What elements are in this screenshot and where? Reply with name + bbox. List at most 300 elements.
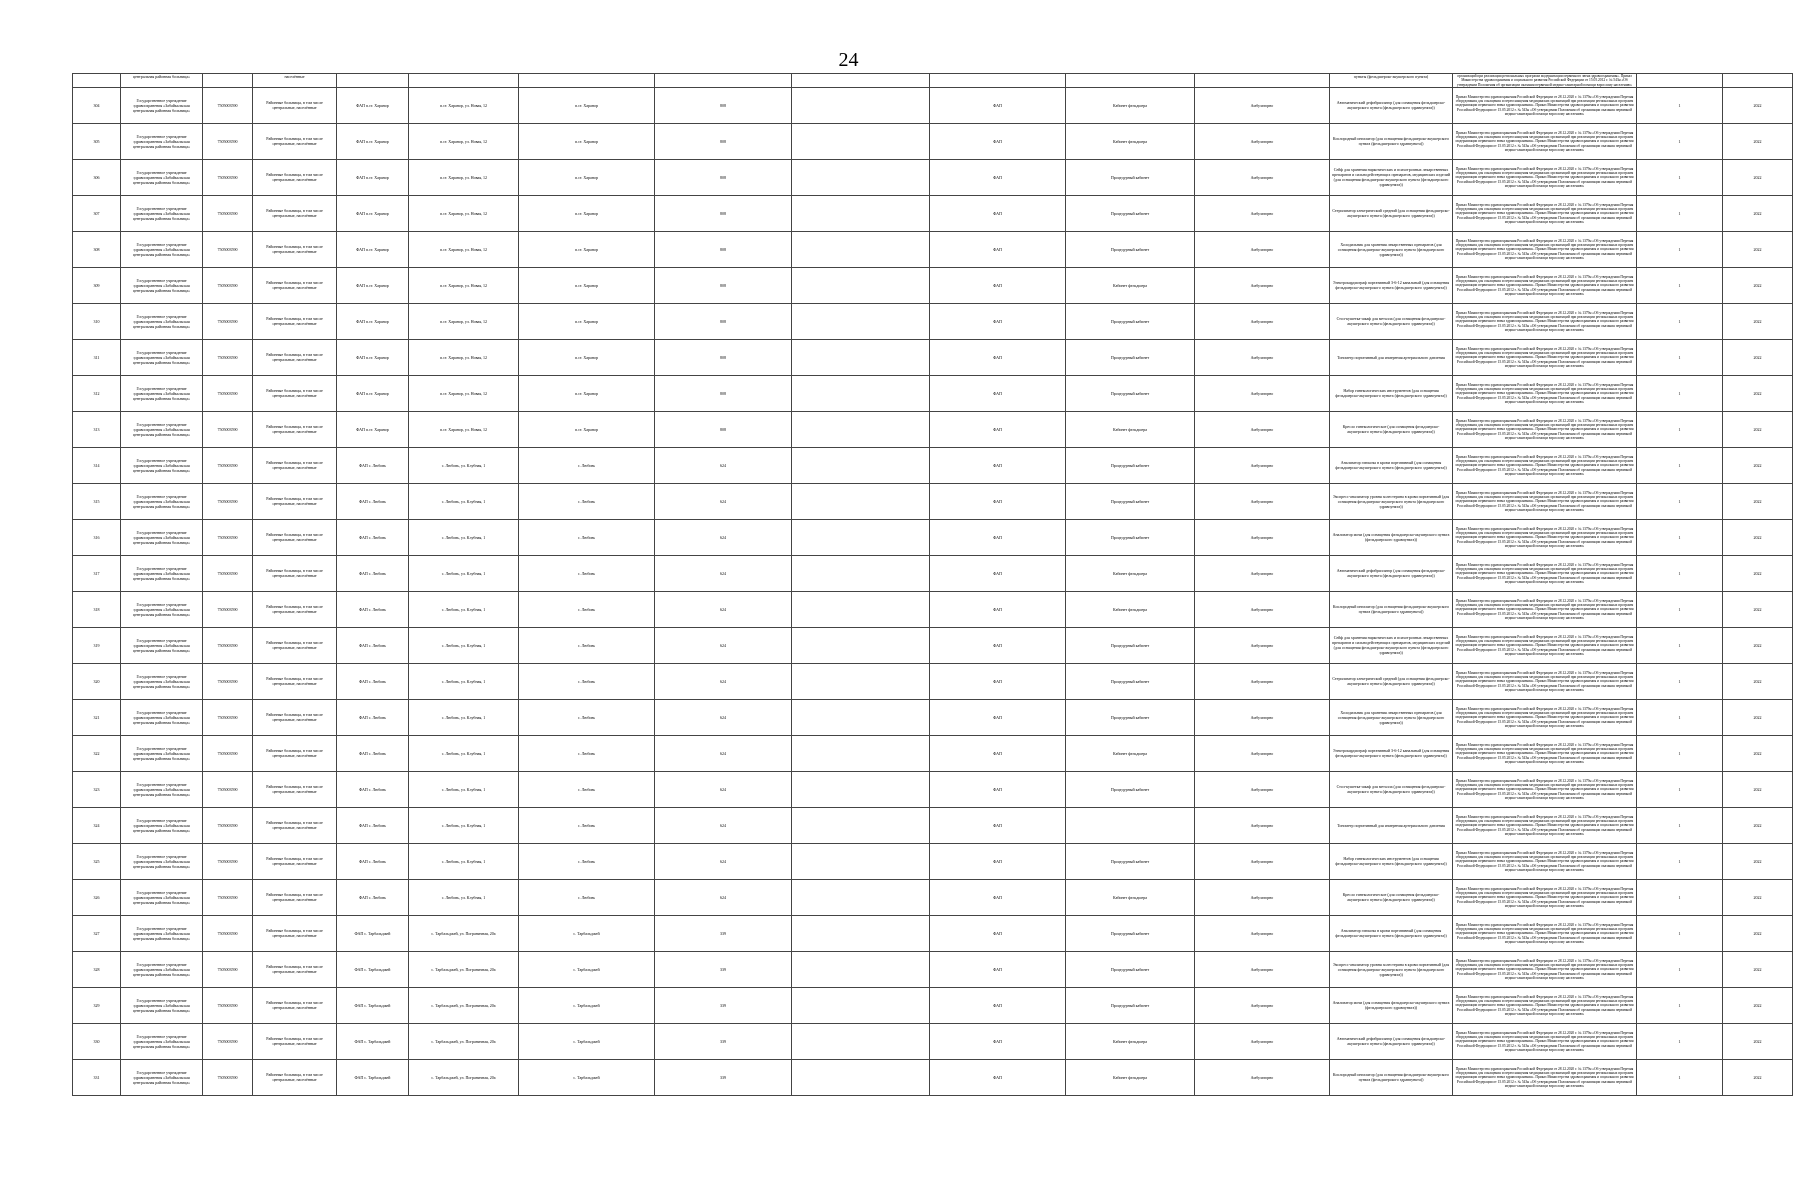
cell-facility-name: ФАП п.ст. Харанор: [337, 375, 409, 411]
cell-type: Районные больницы, в том числе центральные, населённые: [253, 915, 337, 951]
cell-year: 2022: [1723, 591, 1793, 627]
cell-address: с. Любовь, ул. Клубная, 1: [409, 627, 519, 663]
cell-address: с. Тарбальджей, ул. Пограничная, 20а: [409, 951, 519, 987]
cell-room: Процедурный кабинет: [1066, 231, 1195, 267]
cell-type: Районные больницы, в том числе центральные, населённые: [253, 231, 337, 267]
cell-quantity: 1: [1637, 951, 1723, 987]
cell-number: 321: [73, 699, 121, 735]
cell-care: Амбулаторно: [1195, 339, 1330, 375]
cell-room: Процедурный кабинет: [1066, 339, 1195, 375]
cell-blank: [792, 267, 930, 303]
table-row: [73, 771, 1793, 807]
cell-care: Амбулаторно: [1195, 447, 1330, 483]
cell-organization: Государственное учреждение здравоохранения «Забайкальская центральная районная больница»: [121, 735, 203, 771]
cell-settlement: с. Любовь: [519, 843, 655, 879]
cell-care: Амбулаторно: [1195, 771, 1330, 807]
cell-settlement: п.ст. Харанор: [519, 123, 655, 159]
cell-quantity: 1: [1637, 483, 1723, 519]
cell-year: [1723, 74, 1793, 88]
cell-blank: [792, 303, 930, 339]
cell-legal-basis: Приказ Министерства здравоохранения Российской Федерации от 28.12.2020 г. № 1379н «Об утверждении Перечня оборудования для оснащения и переоснащения медицинских организаций при реализации региональных программ модернизации первичного звена здравоохранения». Приказ Министерства здравоохранения и социального развития Российской Федерации от 15.05.2012 г. № 543н «Об утверждении Положения об организации оказания первичной медико-санитарной помощи взрослому населению»: [1453, 627, 1637, 663]
cell-kind: ФАП: [930, 267, 1066, 303]
cell-organization: Государственное учреждение здравоохранения «Забайкальская центральная районная больница»: [121, 951, 203, 987]
cell-year: 2022: [1723, 735, 1793, 771]
cell-quantity: 1: [1637, 591, 1723, 627]
cell-room: Процедурный кабинет: [1066, 663, 1195, 699]
cell-kind: ФАП: [930, 519, 1066, 555]
cell-inn: 7505003590: [203, 987, 253, 1023]
cell-inn: 7505003590: [203, 915, 253, 951]
cell-kind: ФАП: [930, 663, 1066, 699]
cell-quantity: 1: [1637, 159, 1723, 195]
cell-number: 309: [73, 267, 121, 303]
cell-settlement: п.ст. Харанор: [519, 231, 655, 267]
cell-blank: [792, 231, 930, 267]
cell-kind: ФАП: [930, 123, 1066, 159]
cell-year: 2022: [1723, 663, 1793, 699]
cell-address: с. Тарбальджей, ул. Пограничная, 20а: [409, 987, 519, 1023]
cell-inn: 7505003590: [203, 339, 253, 375]
cell-inn: 7505003590: [203, 663, 253, 699]
cell-number: 310: [73, 303, 121, 339]
cell-quantity: 1: [1637, 699, 1723, 735]
cell-population: 339: [655, 987, 792, 1023]
cell-legal-basis: Приказ Министерства здравоохранения Российской Федерации от 28.12.2020 г. № 1379н «Об утверждении Перечня оборудования для оснащения и переоснащения медицинских организаций при реализации региональных программ модернизации первичного звена здравоохранения». Приказ Министерства здравоохранения и социального развития Российской Федерации от 15.05.2012 г. № 543н «Об утверждении Положения об организации оказания первичной медико-санитарной помощи взрослому населению»: [1453, 1059, 1637, 1095]
cell-care: Амбулаторно: [1195, 195, 1330, 231]
cell-room: [1066, 807, 1195, 843]
cell-address: п.ст. Харанор, ул. Новая, 12: [409, 303, 519, 339]
cell-number: 307: [73, 195, 121, 231]
cell-address: п.ст. Харанор, ул. Новая, 12: [409, 267, 519, 303]
cell-kind: ФАП: [930, 411, 1066, 447]
cell-inn: 7505003590: [203, 1023, 253, 1059]
cell-blank: [792, 483, 930, 519]
cell-settlement: п.ст. Харанор: [519, 303, 655, 339]
cell-kind: ФАП: [930, 735, 1066, 771]
cell-year: 2022: [1723, 627, 1793, 663]
cell-care: Амбулаторно: [1195, 1023, 1330, 1059]
cell-equipment: Набор гинекологических инструментов (для оснащения фельдшерско-акушерского пункта (фельдшерского здравпункта)): [1330, 843, 1453, 879]
cell-year: 2022: [1723, 879, 1793, 915]
cell-settlement: с. Любовь: [519, 519, 655, 555]
cell-population: [655, 74, 792, 88]
cell-address: п.ст. Харанор, ул. Новая, 12: [409, 159, 519, 195]
cell-settlement: с. Любовь: [519, 447, 655, 483]
cell-kind: ФАП: [930, 879, 1066, 915]
cell-type: Районные больницы, в том числе центральные, населённые: [253, 591, 337, 627]
cell-quantity: 1: [1637, 447, 1723, 483]
cell-address: с. Любовь, ул. Клубная, 1: [409, 447, 519, 483]
cell-care: [1195, 74, 1330, 88]
cell-legal-basis: Приказ Министерства здравоохранения Российской Федерации от 28.12.2020 г. № 1379н «Об утверждении Перечня оборудования для оснащения и переоснащения медицинских организаций при реализации региональных программ модернизации первичного звена здравоохранения». Приказ Министерства здравоохранения и социального развития Российской Федерации от 15.05.2012 г. № 543н «Об утверждении Положения об организации оказания первичной медико-санитарной помощи взрослому населению»: [1453, 483, 1637, 519]
cell-care: Амбулаторно: [1195, 267, 1330, 303]
cell-year: 2022: [1723, 87, 1793, 123]
cell-number: 305: [73, 123, 121, 159]
cell-equipment: Сейф для хранения наркотических и психотропных лекарственных препаратов и сильнодействующих препаратов, медицинских изделий (для оснащения фельдшерско-акушерского пункта (фельдшерского здравпункта)): [1330, 159, 1453, 195]
cell-organization: Государственное учреждение здравоохранения «Забайкальская центральная районная больница»: [121, 987, 203, 1023]
cell-room: Процедурный кабинет: [1066, 915, 1195, 951]
cell-address: с. Любовь, ул. Клубная, 1: [409, 663, 519, 699]
cell-care: Амбулаторно: [1195, 411, 1330, 447]
table-row: [73, 447, 1793, 483]
cell-care: Амбулаторно: [1195, 519, 1330, 555]
cell-blank: [792, 411, 930, 447]
cell-address: с. Любовь, ул. Клубная, 1: [409, 771, 519, 807]
cell-legal-basis: Приказ Министерства здравоохранения Российской Федерации от 28.12.2020 г. № 1379н «Об утверждении Перечня оборудования для оснащения и переоснащения медицинских организаций при реализации региональных программ модернизации первичного звена здравоохранения». Приказ Министерства здравоохранения и социального развития Российской Федерации от 15.05.2012 г. № 543н «Об утверждении Положения об организации оказания первичной медико-санитарной помощи взрослому населению»: [1453, 339, 1637, 375]
cell-settlement: с. Любовь: [519, 627, 655, 663]
cell-year: 2022: [1723, 915, 1793, 951]
cell-type: Районные больницы, в том числе центральные, населённые: [253, 807, 337, 843]
cell-equipment: Холодильник для хранения лекарственных препаратов (для оснащения фельдшерско-акушерского пункта (фельдшерского здравпункта)): [1330, 699, 1453, 735]
cell-quantity: 1: [1637, 735, 1723, 771]
table-row: [73, 483, 1793, 519]
cell-organization: Государственное учреждение здравоохранения «Забайкальская центральная районная больница»: [121, 519, 203, 555]
cell-type: Районные больницы, в том числе центральные, населённые: [253, 195, 337, 231]
cell-population: 339: [655, 1059, 792, 1095]
table-row: [73, 267, 1793, 303]
cell-legal-basis: Приказ Министерства здравоохранения Российской Федерации от 28.12.2020 г. № 1379н «Об утверждении Перечня оборудования для оснащения и переоснащения медицинских организаций при реализации региональных программ модернизации первичного звена здравоохранения». Приказ Министерства здравоохранения и социального развития Российской Федерации от 15.05.2012 г. № 543н «Об утверждении Положения об организации оказания первичной медико-санитарной помощи взрослому населению»: [1453, 555, 1637, 591]
cell-care: Амбулаторно: [1195, 915, 1330, 951]
cell-legal-basis: Приказ Министерства здравоохранения Российской Федерации от 28.12.2020 г. № 1379н «Об утверждении Перечня оборудования для оснащения и переоснащения медицинских организаций при реализации региональных программ модернизации первичного звена здравоохранения». Приказ Министерства здравоохранения и социального развития Российской Федерации от 15.05.2012 г. № 543н «Об утверждении Положения об организации оказания первичной медико-санитарной помощи взрослому населению»: [1453, 663, 1637, 699]
cell-population: 624: [655, 591, 792, 627]
cell-quantity: 1: [1637, 771, 1723, 807]
cell-facility-name: ФАП с. Любовь: [337, 663, 409, 699]
cell-equipment: Электрокардиограф портативный 3-6-12 канальный (для оснащения фельдшерско-акушерского пункта (фельдшерского здравпункта)): [1330, 735, 1453, 771]
cell-equipment: Экспресс-анализатор уровня холестерина в крови портативный (для оснащения фельдшерско-акушерского пункта (фельдшерского здравпункта)): [1330, 951, 1453, 987]
cell-blank: [792, 447, 930, 483]
cell-organization: Государственное учреждение здравоохранения «Забайкальская центральная районная больница»: [121, 915, 203, 951]
cell-facility-name: ФАП с. Любовь: [337, 591, 409, 627]
cell-settlement: п.ст. Харанор: [519, 159, 655, 195]
cell-inn: 7505003590: [203, 159, 253, 195]
cell-inn: 7505003590: [203, 843, 253, 879]
cell-year: 2022: [1723, 267, 1793, 303]
cell-care: Амбулаторно: [1195, 303, 1330, 339]
table-row: [73, 1059, 1793, 1095]
cell-type: Районные больницы, в том числе центральные, населённые: [253, 447, 337, 483]
cell-care: Амбулаторно: [1195, 1059, 1330, 1095]
cell-inn: 7505003590: [203, 483, 253, 519]
cell-blank: [792, 555, 930, 591]
cell-number: 323: [73, 771, 121, 807]
cell-type: Районные больницы, в том числе центральные, населённые: [253, 843, 337, 879]
cell-population: 624: [655, 555, 792, 591]
cell-equipment: пункты (фельдшерско-акушерского пункта): [1330, 74, 1453, 88]
cell-settlement: с. Любовь: [519, 483, 655, 519]
cell-room: Процедурный кабинет: [1066, 519, 1195, 555]
cell-facility-name: ФАП с. Любовь: [337, 843, 409, 879]
cell-legal-basis: Приказ Министерства здравоохранения Российской Федерации от 28.12.2020 г. № 1379н «Об утверждении Перечня оборудования для оснащения и переоснащения медицинских организаций при реализации региональных программ модернизации первичного звена здравоохранения». Приказ Министерства здравоохранения и социального развития Российской Федерации от 15.05.2012 г. № 543н «Об утверждении Положения об организации оказания первичной медико-санитарной помощи взрослому населению»: [1453, 771, 1637, 807]
cell-number: 331: [73, 1059, 121, 1095]
cell-blank: [792, 627, 930, 663]
cell-number: 314: [73, 447, 121, 483]
cell-kind: ФАП: [930, 159, 1066, 195]
cell-type: Районные больницы, в том числе центральные, населённые: [253, 339, 337, 375]
cell-care: Амбулаторно: [1195, 87, 1330, 123]
cell-inn: 7505003590: [203, 87, 253, 123]
cell-settlement: с. Любовь: [519, 735, 655, 771]
cell-population: 624: [655, 771, 792, 807]
cell-kind: ФАП: [930, 303, 1066, 339]
cell-room: Процедурный кабинет: [1066, 447, 1195, 483]
cell-inn: 7505003590: [203, 879, 253, 915]
cell-organization: Государственное учреждение здравоохранения «Забайкальская центральная районная больница»: [121, 879, 203, 915]
cell-kind: ФАП: [930, 915, 1066, 951]
cell-room: Кабинет фельдшера: [1066, 267, 1195, 303]
cell-legal-basis: Приказ Министерства здравоохранения Российской Федерации от 28.12.2020 г. № 1379н «Об утверждении Перечня оборудования для оснащения и переоснащения медицинских организаций при реализации региональных программ модернизации первичного звена здравоохранения». Приказ Министерства здравоохранения и социального развития Российской Федерации от 15.05.2012 г. № 543н «Об утверждении Положения об организации оказания первичной медико-санитарной помощи взрослому населению»: [1453, 879, 1637, 915]
cell-type: Районные больницы, в том числе центральные, населённые: [253, 771, 337, 807]
cell-organization: Государственное учреждение здравоохранения «Забайкальская центральная районная больница»: [121, 123, 203, 159]
cell-settlement: с. Любовь: [519, 663, 655, 699]
cell-organization: Государственное учреждение здравоохранения «Забайкальская центральная районная больница»: [121, 555, 203, 591]
cell-blank: [792, 195, 930, 231]
cell-population: 339: [655, 1023, 792, 1059]
cell-kind: ФАП: [930, 699, 1066, 735]
cell-quantity: 1: [1637, 555, 1723, 591]
table-row: [73, 74, 1793, 88]
cell-quantity: 1: [1637, 879, 1723, 915]
table-body: [73, 74, 1793, 1096]
cell-number: 311: [73, 339, 121, 375]
cell-legal-basis: Приказ Министерства здравоохранения Российской Федерации от 28.12.2020 г. № 1379н «Об утверждении Перечня оборудования для оснащения и переоснащения медицинских организаций при реализации региональных программ модернизации первичного звена здравоохранения». Приказ Министерства здравоохранения и социального развития Российской Федерации от 15.05.2012 г. № 543н «Об утверждении Положения об организации оказания первичной медико-санитарной помощи взрослому населению»: [1453, 447, 1637, 483]
cell-facility-name: ФАП п.ст. Харанор: [337, 159, 409, 195]
table-row: [73, 663, 1793, 699]
cell-quantity: 1: [1637, 987, 1723, 1023]
cell-type: Районные больницы, в том числе центральные, населённые: [253, 555, 337, 591]
cell-legal-basis: Приказ Министерства здравоохранения Российской Федерации от 28.12.2020 г. № 1379н «Об утверждении Перечня оборудования для оснащения и переоснащения медицинских организаций при реализации региональных программ модернизации первичного звена здравоохранения». Приказ Министерства здравоохранения и социального развития Российской Федерации от 15.05.2012 г. № 543н «Об утверждении Положения об организации оказания первичной медико-санитарной помощи взрослому населению»: [1453, 87, 1637, 123]
cell-settlement: с. Любовь: [519, 555, 655, 591]
cell-organization: Государственное учреждение здравоохранения «Забайкальская центральная районная больница»: [121, 699, 203, 735]
cell-settlement: п.ст. Харанор: [519, 87, 655, 123]
cell-equipment: Кислородный ингалятор (для оснащения фельдшерско-акушерского пункта (фельдшерского здравпункта)): [1330, 1059, 1453, 1095]
cell-kind: ФАП: [930, 87, 1066, 123]
equipment-table-container: [72, 73, 1762, 1096]
table-row: [73, 195, 1793, 231]
cell-room: Кабинет фельдшера: [1066, 591, 1195, 627]
cell-legal-basis: Приказ Министерства здравоохранения Российской Федерации от 28.12.2020 г. № 1379н «Об утверждении Перечня оборудования для оснащения и переоснащения медицинских организаций при реализации региональных программ модернизации первичного звена здравоохранения». Приказ Министерства здравоохранения и социального развития Российской Федерации от 15.05.2012 г. № 543н «Об утверждении Положения об организации оказания первичной медико-санитарной помощи взрослому населению»: [1453, 1023, 1637, 1059]
cell-kind: ФАП: [930, 483, 1066, 519]
cell-legal-basis: Приказ Министерства здравоохранения Российской Федерации от 28.12.2020 г. № 1379н «Об утверждении Перечня оборудования для оснащения и переоснащения медицинских организаций при реализации региональных программ модернизации первичного звена здравоохранения». Приказ Министерства здравоохранения и социального развития Российской Федерации от 15.05.2012 г. № 543н «Об утверждении Положения об организации оказания первичной медико-санитарной помощи взрослому населению»: [1453, 195, 1637, 231]
cell-legal-basis: Приказ Министерства здравоохранения Российской Федерации от 28.12.2020 г. № 1379н «Об утверждении Перечня оборудования для оснащения и переоснащения медицинских организаций при реализации региональных программ модернизации первичного звена здравоохранения». Приказ Министерства здравоохранения и социального развития Российской Федерации от 15.05.2012 г. № 543н «Об утверждении Положения об организации оказания первичной медико-санитарной помощи взрослому населению»: [1453, 267, 1637, 303]
cell-number: 325: [73, 843, 121, 879]
cell-facility-name: ФАП п.ст. Харанор: [337, 195, 409, 231]
cell-equipment: Кресло гинекологическое (для оснащения фельдшерско-акушерского пункта (фельдшерского здравпункта)): [1330, 411, 1453, 447]
cell-year: 2022: [1723, 303, 1793, 339]
cell-kind: ФАП: [930, 987, 1066, 1023]
cell-inn: 7505003590: [203, 591, 253, 627]
cell-inn: 7505003590: [203, 303, 253, 339]
cell-year: 2022: [1723, 375, 1793, 411]
cell-equipment: Стерилизатор электрический средний (для оснащения фельдшерско-акушерского пункта (фельдшерского здравпункта)): [1330, 195, 1453, 231]
cell-facility-name: ФАП с. Любовь: [337, 879, 409, 915]
cell-equipment: Тонометр портативный для измерения артериального давления: [1330, 339, 1453, 375]
cell-equipment: Стол-кушетка-шкаф для металла (для оснащения фельдшерско-акушерского пункта (фельдшерского здравпункта)): [1330, 303, 1453, 339]
cell-room: Кабинет фельдшера: [1066, 123, 1195, 159]
cell-kind: ФАП: [930, 195, 1066, 231]
cell-facility-name: ФАП с. Любовь: [337, 699, 409, 735]
cell-type: Районные больницы, в том числе центральные, населённые: [253, 663, 337, 699]
cell-room: Кабинет фельдшера: [1066, 1059, 1195, 1095]
cell-legal-basis: Приказ Министерства здравоохранения Российской Федерации от 28.12.2020 г. № 1379н «Об утверждении Перечня оборудования для оснащения и переоснащения медицинских организаций при реализации региональных программ модернизации первичного звена здравоохранения». Приказ Министерства здравоохранения и социального развития Российской Федерации от 15.05.2012 г. № 543н «Об утверждении Положения об организации оказания первичной медико-санитарной помощи взрослому населению»: [1453, 411, 1637, 447]
cell-kind: ФАП: [930, 1023, 1066, 1059]
table-row: [73, 843, 1793, 879]
cell-equipment: Автоматический дефибриллятор (для оснащения фельдшерско-акушерского пункта (фельдшерского здравпункта)): [1330, 87, 1453, 123]
cell-kind: ФАП: [930, 339, 1066, 375]
cell-population: 624: [655, 447, 792, 483]
cell-address: п.ст. Харанор, ул. Новая, 12: [409, 87, 519, 123]
cell-settlement: с. Любовь: [519, 699, 655, 735]
cell-organization: Государственное учреждение здравоохранения «Забайкальская центральная районная больница»: [121, 87, 203, 123]
cell-inn: 7505003590: [203, 231, 253, 267]
cell-equipment: Кислородный ингалятор (для оснащения фельдшерско-акушерского пункта (фельдшерского здравпункта)): [1330, 123, 1453, 159]
cell-equipment: Электрокардиограф портативный 3-6-12 канальный (для оснащения фельдшерско-акушерского пункта (фельдшерского здравпункта)): [1330, 267, 1453, 303]
cell-facility-name: ФАП п.ст. Харанор: [337, 267, 409, 303]
cell-blank: [792, 987, 930, 1023]
cell-quantity: 1: [1637, 1023, 1723, 1059]
cell-facility-name: ФАП п.ст. Харанор: [337, 339, 409, 375]
page-number: 24: [838, 49, 859, 71]
cell-organization: Государственное учреждение здравоохранения «Забайкальская центральная районная больница»: [121, 303, 203, 339]
cell-address: с. Любовь, ул. Клубная, 1: [409, 807, 519, 843]
cell-quantity: [1637, 74, 1723, 88]
cell-kind: ФАП: [930, 375, 1066, 411]
cell-legal-basis: Приказ Министерства здравоохранения Российской Федерации от 28.12.2020 г. № 1379н «Об утверждении Перечня оборудования для оснащения и переоснащения медицинских организаций при реализации региональных программ модернизации первичного звена здравоохранения». Приказ Министерства здравоохранения и социального развития Российской Федерации от 15.05.2012 г. № 543н «Об утверждении Положения об организации оказания первичной медико-санитарной помощи взрослому населению»: [1453, 375, 1637, 411]
cell-facility-name: ФАП с. Любовь: [337, 483, 409, 519]
cell-population: 808: [655, 267, 792, 303]
cell-quantity: 1: [1637, 807, 1723, 843]
table-row: [73, 915, 1793, 951]
cell-room: Процедурный кабинет: [1066, 699, 1195, 735]
cell-legal-basis: организаций при реализации региональных программ модернизации первичного звена здравоохранения». Приказ Министерства здравоохранения и социального развития Российской Федерации от 15.05.2012 г. № 543н «Об утверждении Положения об организации оказания первичной медико-санитарной помощи взрослому населению»: [1453, 74, 1637, 88]
cell-population: 624: [655, 519, 792, 555]
cell-inn: 7505003590: [203, 771, 253, 807]
cell-blank: [792, 915, 930, 951]
cell-equipment: Экспресс-анализатор уровня холестерина в крови портативный (для оснащения фельдшерско-акушерского пункта (фельдшерского здравпункта)): [1330, 483, 1453, 519]
cell-type: Районные больницы, в том числе центральные, населённые: [253, 123, 337, 159]
cell-care: Амбулаторно: [1195, 987, 1330, 1023]
cell-care: Амбулаторно: [1195, 627, 1330, 663]
cell-facility-name: ФАП с. Любовь: [337, 519, 409, 555]
cell-kind: ФАП: [930, 555, 1066, 591]
cell-care: Амбулаторно: [1195, 483, 1330, 519]
cell-population: 339: [655, 951, 792, 987]
cell-year: 2022: [1723, 843, 1793, 879]
cell-room: [1066, 74, 1195, 88]
cell-number: 319: [73, 627, 121, 663]
cell-legal-basis: Приказ Министерства здравоохранения Российской Федерации от 28.12.2020 г. № 1379н «Об утверждении Перечня оборудования для оснащения и переоснащения медицинских организаций при реализации региональных программ модернизации первичного звена здравоохранения». Приказ Министерства здравоохранения и социального развития Российской Федерации от 15.05.2012 г. № 543н «Об утверждении Положения об организации оказания первичной медико-санитарной помощи взрослому населению»: [1453, 123, 1637, 159]
cell-year: 2022: [1723, 159, 1793, 195]
cell-care: Амбулаторно: [1195, 879, 1330, 915]
cell-room: Кабинет фельдшера: [1066, 411, 1195, 447]
cell-address: с. Любовь, ул. Клубная, 1: [409, 843, 519, 879]
cell-population: 808: [655, 195, 792, 231]
cell-care: Амбулаторно: [1195, 159, 1330, 195]
cell-legal-basis: Приказ Министерства здравоохранения Российской Федерации от 28.12.2020 г. № 1379н «Об утверждении Перечня оборудования для оснащения и переоснащения медицинских организаций при реализации региональных программ модернизации первичного звена здравоохранения». Приказ Министерства здравоохранения и социального развития Российской Федерации от 15.05.2012 г. № 543н «Об утверждении Положения об организации оказания первичной медико-санитарной помощи взрослому населению»: [1453, 915, 1637, 951]
cell-number: 312: [73, 375, 121, 411]
cell-population: 808: [655, 411, 792, 447]
cell-room: Процедурный кабинет: [1066, 987, 1195, 1023]
table-row: [73, 159, 1793, 195]
cell-organization: Государственное учреждение здравоохранения «Забайкальская центральная районная больница»: [121, 267, 203, 303]
cell-inn: 7505003590: [203, 267, 253, 303]
cell-number: 328: [73, 951, 121, 987]
cell-type: Районные больницы, в том числе центральные, населённые: [253, 267, 337, 303]
cell-quantity: 1: [1637, 1059, 1723, 1095]
cell-organization: Государственное учреждение здравоохранения «Забайкальская центральная районная больница»: [121, 807, 203, 843]
cell-quantity: 1: [1637, 339, 1723, 375]
cell-facility-name: ФАП п.ст. Харанор: [337, 303, 409, 339]
cell-care: Амбулаторно: [1195, 231, 1330, 267]
cell-blank: [792, 843, 930, 879]
cell-blank: [792, 87, 930, 123]
cell-kind: ФАП: [930, 231, 1066, 267]
cell-blank: [792, 1023, 930, 1059]
cell-kind: ФАП: [930, 771, 1066, 807]
cell-legal-basis: Приказ Министерства здравоохранения Российской Федерации от 28.12.2020 г. № 1379н «Об утверждении Перечня оборудования для оснащения и переоснащения медицинских организаций при реализации региональных программ модернизации первичного звена здравоохранения». Приказ Министерства здравоохранения и социального развития Российской Федерации от 15.05.2012 г. № 543н «Об утверждении Положения об организации оказания первичной медико-санитарной помощи взрослому населению»: [1453, 807, 1637, 843]
table-row: [73, 699, 1793, 735]
cell-quantity: 1: [1637, 123, 1723, 159]
cell-equipment: Анализатор мочи (для оснащения фельдшерско-акушерского пункта (фельдшерского здравпункта)): [1330, 519, 1453, 555]
cell-room: Кабинет фельдшера: [1066, 87, 1195, 123]
cell-kind: [930, 74, 1066, 88]
cell-settlement: с. Тарбальджей: [519, 915, 655, 951]
cell-address: с. Любовь, ул. Клубная, 1: [409, 699, 519, 735]
cell-number: 313: [73, 411, 121, 447]
cell-inn: 7505003590: [203, 519, 253, 555]
cell-organization: Государственное учреждение здравоохранения «Забайкальская центральная районная больница»: [121, 375, 203, 411]
cell-facility-name: ФАП с. Тарбальджей: [337, 951, 409, 987]
cell-care: Амбулаторно: [1195, 951, 1330, 987]
cell-quantity: 1: [1637, 375, 1723, 411]
cell-equipment: Анализатор глюкозы в крови портативный (для оснащения фельдшерско-акушерского пункта (фельдшерского здравпункта)): [1330, 447, 1453, 483]
cell-type: Районные больницы, в том числе центральные, населённые: [253, 1059, 337, 1095]
cell-facility-name: ФАП с. Любовь: [337, 807, 409, 843]
equipment-table: [72, 73, 1793, 1096]
cell-type: Районные больницы, в том числе центральные, населённые: [253, 1023, 337, 1059]
cell-population: 624: [655, 807, 792, 843]
cell-number: 330: [73, 1023, 121, 1059]
table-row: [73, 879, 1793, 915]
cell-room: Кабинет фельдшера: [1066, 1023, 1195, 1059]
cell-inn: 7505003590: [203, 699, 253, 735]
cell-address: с. Тарбальджей, ул. Пограничная, 20а: [409, 1059, 519, 1095]
cell-room: Процедурный кабинет: [1066, 627, 1195, 663]
cell-room: Процедурный кабинет: [1066, 483, 1195, 519]
cell-organization: Государственное учреждение здравоохранения «Забайкальская центральная районная больница»: [121, 663, 203, 699]
cell-number: 315: [73, 483, 121, 519]
cell-address: п.ст. Харанор, ул. Новая, 12: [409, 231, 519, 267]
cell-year: 2022: [1723, 555, 1793, 591]
cell-settlement: п.ст. Харанор: [519, 375, 655, 411]
cell-organization: Государственное учреждение здравоохранения «Забайкальская центральная районная больница»: [121, 1059, 203, 1095]
cell-blank: [792, 74, 930, 88]
cell-equipment: Сейф для хранения наркотических и психотропных лекарственных препаратов и сильнодействующих препаратов, медицинских изделий (для оснащения фельдшерско-акушерского пункта (фельдшерского здравпункта)): [1330, 627, 1453, 663]
cell-organization: Государственное учреждение здравоохранения «Забайкальская центральная районная больница»: [121, 591, 203, 627]
table-row: [73, 303, 1793, 339]
cell-inn: 7505003590: [203, 627, 253, 663]
cell-equipment: Анализатор мочи (для оснащения фельдшерско-акушерского пункта (фельдшерского здравпункта)): [1330, 987, 1453, 1023]
cell-facility-name: ФАП с. Тарбальджей: [337, 987, 409, 1023]
table-row: [73, 591, 1793, 627]
cell-year: 2022: [1723, 447, 1793, 483]
table-row: [73, 951, 1793, 987]
cell-address: с. Любовь, ул. Клубная, 1: [409, 555, 519, 591]
cell-room: Процедурный кабинет: [1066, 303, 1195, 339]
cell-settlement: с. Любовь: [519, 879, 655, 915]
cell-legal-basis: Приказ Министерства здравоохранения Российской Федерации от 28.12.2020 г. № 1379н «Об утверждении Перечня оборудования для оснащения и переоснащения медицинских организаций при реализации региональных программ модернизации первичного звена здравоохранения». Приказ Министерства здравоохранения и социального развития Российской Федерации от 15.05.2012 г. № 543н «Об утверждении Положения об организации оказания первичной медико-санитарной помощи взрослому населению»: [1453, 735, 1637, 771]
cell-type: Районные больницы, в том числе центральные, населённые: [253, 699, 337, 735]
cell-type: Районные больницы, в том числе центральные, населённые: [253, 159, 337, 195]
